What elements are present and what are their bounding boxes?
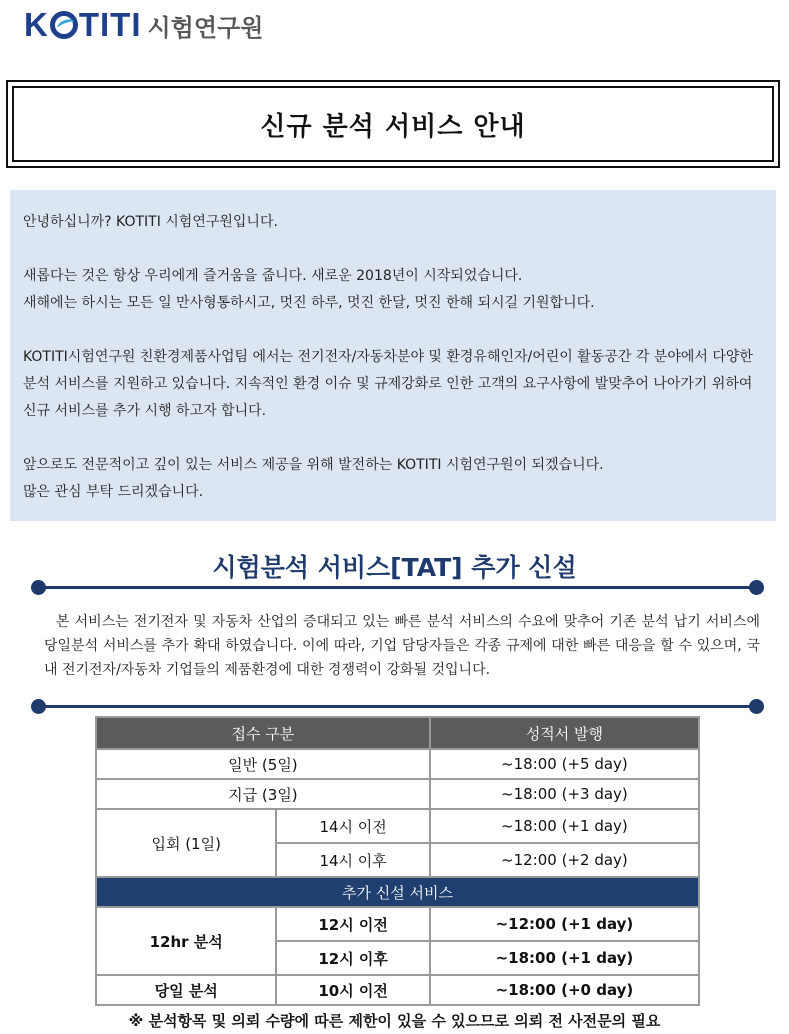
divider-dot-left [31,699,46,714]
table-band-row [96,877,699,907]
section-description: 본 서비스는 전기전자 및 자동차 산업의 증대되고 있는 빠른 분석 서비스의 수요에 맞추어 기존 분석 납기 서비스에 당일분석 서비스를 추가 확대 하였습니다. 이에 따라, 기업 담당자들은 각종 규제에 대한 빠른 대응을 할 수 있으며, 국내 전기전자/자동차 기업들의 제품환경에 대한 경쟁력이 강화될 것입니다. [44,614,760,678]
row-attend-after-value: ~12:00 (+2 day) [430,843,699,877]
title-inner-frame [12,86,774,162]
row-12hr-before-value: ~12:00 (+1 day) [430,907,699,941]
row-sameday-value: ~18:00 (+0 day) [430,975,699,1005]
page-title: 신규 분석 서비스 안내 [260,111,526,142]
row-general-label: 일반 (5일) [96,749,430,779]
row-urgent-label: 지급 (3일) [96,779,430,809]
table-row [96,749,699,779]
logo-wordmark: K TITI [24,6,142,43]
row-attend-label: 입회 (1일) [96,809,276,877]
table-header-row [96,717,699,749]
divider-dot-left [31,580,46,595]
intro-newyear-line1: 새롭다는 것은 항상 우리에게 즐거움을 줍니다. 새로운 2018년이 시작되었습니다. [23,268,523,284]
header-report-issue: 성적서 발행 [430,717,699,749]
intro-box [10,190,776,521]
kotiti-logo [24,6,263,44]
table-row [96,779,699,809]
section-divider-top [38,586,756,589]
table-row [96,975,699,1005]
footnote: ※ 분석항목 및 의뢰 수량에 따른 제한이 있을 수 있으므로 의뢰 전 사전문의 필요 [128,1012,661,1030]
row-sameday-label: 당일 분석 [96,975,276,1005]
divider-dot-right [749,580,764,595]
intro-newyear [23,263,763,317]
new-service-band: 추가 신설 서비스 [96,877,699,907]
title-frame [6,80,780,168]
row-12hr-before-time: 12시 이전 [276,907,429,941]
intro-closing-line1: 앞으로도 전문적이고 깊이 있는 서비스 제공을 위해 발전하는 KOTITI 시험연구원이 되겠습니다. [23,457,604,473]
row-attend-before-time: 14시 이전 [276,809,429,843]
table-row [96,809,699,843]
intro-closing-line2: 많은 관심 부탁 드리겠습니다. [23,484,204,500]
header-reception-type: 접수 구분 [96,717,430,749]
row-general-value: ~18:00 (+5 day) [430,749,699,779]
section-title: 시험분석 서비스[TAT] 추가 신설 [212,553,577,582]
intro-closing [23,452,763,506]
row-sameday-time: 10시 이전 [276,975,429,1005]
row-attend-after-time: 14시 이후 [276,843,429,877]
intro-greeting: 안녕하십니까? KOTITI 시험연구원입니다. [23,214,278,230]
intro-service-paragraph: KOTITI시험연구원 친환경제품사업팀 에서는 전기전자/자동차분야 및 환경유해인자/어린이 활동공간 각 분야에서 다양한 분석 서비스를 지원하고 있습니다. 지속적인 환경 이슈 및 규제강화로 인한 고객의 요구사항에 발맞추어 나아가기 위하여 신규 서비스를 추가 시행 하고자 합니다. [23,349,753,419]
tat-table [95,716,700,1006]
row-attend-before-value: ~18:00 (+1 day) [430,809,699,843]
logo-korean-text: 시험연구원 [147,13,264,42]
divider-dot-right [749,699,764,714]
intro-newyear-line2: 새해에는 하시는 모든 일 만사형통하시고, 멋진 하루, 멋진 한달, 멋진 한해 되시길 기원합니다. [23,295,595,311]
row-12hr-after-time: 12시 이후 [276,941,429,975]
table-row [96,907,699,941]
row-urgent-value: ~18:00 (+3 day) [430,779,699,809]
row-12hr-label: 12hr 분석 [96,907,276,975]
section-divider-bottom [38,705,756,708]
row-12hr-after-value: ~18:00 (+1 day) [430,941,699,975]
logo-o-icon [50,11,78,39]
